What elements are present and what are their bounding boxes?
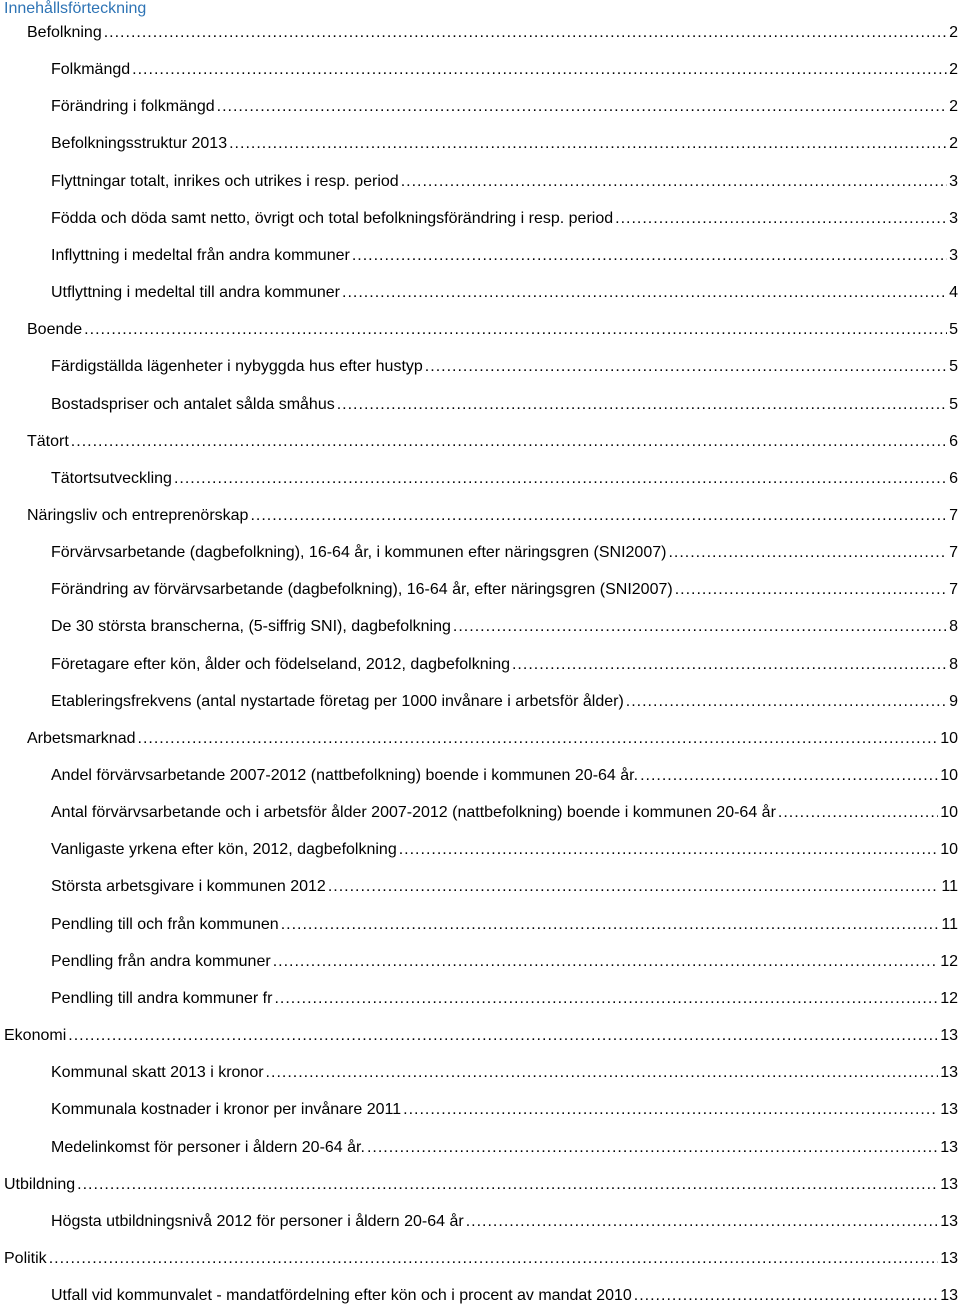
- toc-entry[interactable]: [51, 988, 960, 1010]
- toc-entry[interactable]: [51, 951, 960, 973]
- toc-entry-label: Kommunala kostnader i kronor per invånare 2011: [51, 1101, 402, 1119]
- toc-entry-label: Pendling till och från kommunen: [51, 915, 279, 933]
- toc-entry-page-number: 7: [949, 581, 958, 599]
- toc-entry-page-number: 7: [949, 544, 958, 562]
- toc-entry-label: Bostadspriser och antalet sålda småhus: [51, 395, 335, 413]
- toc-entry-page-number: 13: [940, 1064, 958, 1082]
- toc-entry-label: Andel förvärvsarbetande 2007-2012 (nattbefolkning) boende i kommunen 20-64 år.: [51, 767, 639, 784]
- toc-entry[interactable]: [27, 319, 960, 341]
- toc-entry-page-number: 11: [941, 878, 958, 896]
- toc-dot-leader: [399, 839, 938, 861]
- toc-dot-leader: [453, 616, 947, 638]
- toc-entry-page-number: 2: [949, 98, 958, 116]
- toc-entry[interactable]: [51, 1285, 960, 1307]
- toc-entry[interactable]: [51, 914, 960, 936]
- toc-dot-leader: [132, 59, 947, 81]
- toc-dot-leader: [104, 22, 947, 44]
- toc-entry-page-number: 13: [940, 1138, 958, 1156]
- toc-dot-leader: [401, 171, 947, 193]
- toc-entry-page-number: 6: [949, 469, 958, 487]
- toc-entry[interactable]: [51, 394, 960, 416]
- toc-entry-label: Förändring i folkmängd: [51, 98, 215, 116]
- toc-entry-label: Största arbetsgivare i kommunen 2012: [51, 878, 326, 896]
- toc-entry[interactable]: [51, 802, 960, 824]
- toc-entry[interactable]: [51, 1099, 960, 1121]
- toc-dot-leader: [68, 1025, 938, 1047]
- toc-entry-label: Inflyttning i medeltal från andra kommuner: [51, 246, 350, 264]
- toc-entry-label: Företagare efter kön, ålder och födelseland, 2012, dagbefolkning: [51, 655, 510, 673]
- toc-entry-label: Medelinkomst för personer i åldern 20-64 år.: [51, 1138, 365, 1156]
- toc-dot-leader: [352, 245, 947, 267]
- toc-dot-leader: [342, 282, 947, 304]
- toc-entry-page-number: 11: [941, 915, 958, 933]
- toc-entry-label: Utflyttning i medeltal till andra kommuner: [51, 284, 341, 302]
- toc-entry-label: De 30 största branscherna, (5-siffrig SNI), dagbefolkning: [51, 618, 451, 636]
- toc-entry-label: Arbetsmarknad: [27, 729, 136, 747]
- toc-entry-page-number: 5: [949, 395, 958, 413]
- toc-dot-leader: [778, 802, 938, 824]
- toc-dot-leader: [217, 96, 947, 118]
- toc-entry-page-number: 10: [940, 767, 958, 784]
- toc-entry-page-number: 12: [940, 952, 958, 970]
- toc-dot-leader: [229, 133, 947, 155]
- toc-entry-label: Ekonomi: [4, 1027, 67, 1045]
- toc-entry-page-number: 8: [949, 618, 958, 636]
- toc-entry[interactable]: [51, 133, 960, 155]
- toc-entry[interactable]: [51, 876, 960, 898]
- toc-dot-leader: [675, 579, 947, 601]
- toc-entry-page-number: 7: [949, 506, 958, 524]
- toc-entry-page-number: 13: [940, 1249, 958, 1267]
- toc-entry-label: Kommunal skatt 2013 i kronor: [51, 1064, 264, 1082]
- toc-entry-label: Förvärvsarbetande (dagbefolkning), 16-64 år, i kommunen efter näringsgren (SNI2007): [51, 544, 667, 562]
- toc-entry-page-number: 12: [940, 989, 958, 1007]
- toc-entry-page-number: 3: [949, 209, 958, 227]
- toc-entry[interactable]: [4, 1025, 960, 1047]
- toc-entry[interactable]: [51, 59, 960, 81]
- toc-entry[interactable]: [27, 431, 960, 453]
- toc-entry-page-number: 6: [949, 432, 958, 450]
- toc-entry[interactable]: [51, 1137, 960, 1159]
- toc-entry-page-number: 2: [949, 61, 958, 79]
- toc-entry-page-number: 2: [949, 24, 958, 41]
- toc-entry-label: Utbildning: [4, 1175, 76, 1193]
- toc-entry-page-number: 10: [940, 804, 958, 822]
- toc-entry[interactable]: [51, 1211, 960, 1233]
- toc-entry-label: Födda och döda samt netto, övrigt och total befolkningsförändring i resp. period: [51, 209, 614, 227]
- toc-entry-page-number: 13: [940, 1212, 958, 1230]
- toc-entry-page-number: 9: [949, 692, 958, 710]
- toc-entry-label: Befolkning: [27, 24, 102, 41]
- toc-entry-page-number: 13: [940, 1287, 958, 1305]
- toc-entry-label: Etableringsfrekvens (antal nystartade företag per 1000 invånare i arbetsför ålder): [51, 692, 624, 710]
- toc-entry-label: Befolkningsstruktur 2013: [51, 135, 228, 153]
- toc-dot-leader: [466, 1211, 939, 1233]
- toc-entry[interactable]: [51, 468, 960, 490]
- toc-entry[interactable]: [51, 282, 960, 304]
- toc-entry[interactable]: [51, 171, 960, 193]
- toc-dot-leader: [403, 1099, 938, 1121]
- toc-dot-leader: [138, 728, 939, 750]
- toc-entry-page-number: 8: [949, 655, 958, 673]
- toc-entry-page-number: 5: [949, 321, 958, 339]
- toc-entry[interactable]: [51, 654, 960, 676]
- toc-entry-page-number: 3: [949, 246, 958, 264]
- toc-dot-leader: [425, 356, 947, 378]
- toc-entry[interactable]: [51, 245, 960, 267]
- toc-entry[interactable]: [4, 1248, 960, 1270]
- toc-entry-page-number: 13: [940, 1101, 958, 1119]
- toc-entry[interactable]: [51, 542, 960, 564]
- toc-dot-leader: [250, 505, 947, 527]
- toc-dot-leader: [367, 1137, 938, 1159]
- toc-entry-label: Antal förvärvsarbetande och i arbetsför ålder 2007-2012 (nattbefolkning) boende i kommunen 20-64 år: [51, 804, 776, 822]
- toc-entry[interactable]: [51, 839, 960, 861]
- toc-entry[interactable]: [51, 579, 960, 601]
- toc-dot-leader: [337, 394, 947, 416]
- toc-entry-label: Färdigställda lägenheter i nybyggda hus efter hustyp: [51, 358, 423, 376]
- toc-entry-label: Vanligaste yrkena efter kön, 2012, dagbefolkning: [51, 841, 397, 859]
- toc-entry-page-number: 13: [940, 1175, 958, 1193]
- toc-entry-label: Tätort: [27, 432, 69, 450]
- toc-dot-leader: [77, 1174, 938, 1196]
- toc-entry-label: Högsta utbildningsnivå 2012 för personer i åldern 20-64 år: [51, 1212, 464, 1230]
- toc-entry[interactable]: [4, 1174, 960, 1196]
- toc-dot-leader: [266, 1062, 939, 1084]
- toc-dot-leader: [84, 319, 947, 341]
- toc-entry-label: Flyttningar totalt, inrikes och utrikes i resp. period: [51, 172, 399, 190]
- toc-dot-leader: [281, 914, 940, 936]
- toc-entry-page-number: 13: [940, 1027, 958, 1045]
- toc-dot-leader: [328, 876, 940, 898]
- toc-entry[interactable]: [27, 728, 960, 750]
- toc-entry[interactable]: [51, 96, 960, 118]
- toc-entry-page-number: 10: [940, 841, 958, 859]
- toc-entry-page-number: 4: [949, 284, 958, 302]
- toc-entry-label: Utfall vid kommunvalet - mandatfördelning efter kön och i procent av mandat 2010: [51, 1287, 632, 1305]
- toc-entry-page-number: 3: [949, 172, 958, 190]
- toc-dot-leader: [615, 208, 947, 230]
- toc-entry[interactable]: [51, 356, 960, 378]
- toc-entry[interactable]: [51, 616, 960, 638]
- toc-dot-leader: [634, 1285, 938, 1307]
- toc-entry-page-number: 10: [940, 729, 958, 747]
- toc-entry-page-number: 5: [949, 358, 958, 376]
- toc-dot-leader: [626, 691, 947, 713]
- toc-entry-label: Pendling från andra kommuner: [51, 952, 271, 970]
- toc-dot-leader: [512, 654, 947, 676]
- toc-entry[interactable]: [51, 1062, 960, 1084]
- toc-dot-leader: [174, 468, 947, 490]
- toc-entry-label: Politik: [4, 1249, 47, 1267]
- toc-heading: Innehållsförteckning: [4, 0, 147, 17]
- toc-dot-leader: [71, 431, 947, 453]
- toc-entry-label: Folkmängd: [51, 61, 131, 79]
- toc-entry-label: Tätortsutveckling: [51, 469, 172, 487]
- toc-entry[interactable]: [51, 765, 960, 787]
- toc-dot-leader: [668, 542, 947, 564]
- toc-entry-label: Pendling till andra kommuner fr: [51, 989, 273, 1007]
- toc-entry-label: Boende: [27, 321, 83, 339]
- toc-entry[interactable]: [27, 505, 960, 527]
- toc-dot-leader: [640, 765, 938, 787]
- toc-dot-leader: [49, 1248, 939, 1270]
- toc-entry-page-number: 2: [949, 135, 958, 153]
- toc-dot-leader: [274, 988, 938, 1010]
- toc-entry[interactable]: [51, 208, 960, 230]
- toc-entry-label: Näringsliv och entreprenörskap: [27, 506, 249, 524]
- toc-entry[interactable]: [27, 22, 960, 44]
- toc-dot-leader: [273, 951, 939, 973]
- toc-entry[interactable]: [51, 691, 960, 713]
- toc-entry-label: Förändring av förvärvsarbetande (dagbefolkning), 16-64 år, efter näringsgren (SNI2007): [51, 581, 673, 599]
